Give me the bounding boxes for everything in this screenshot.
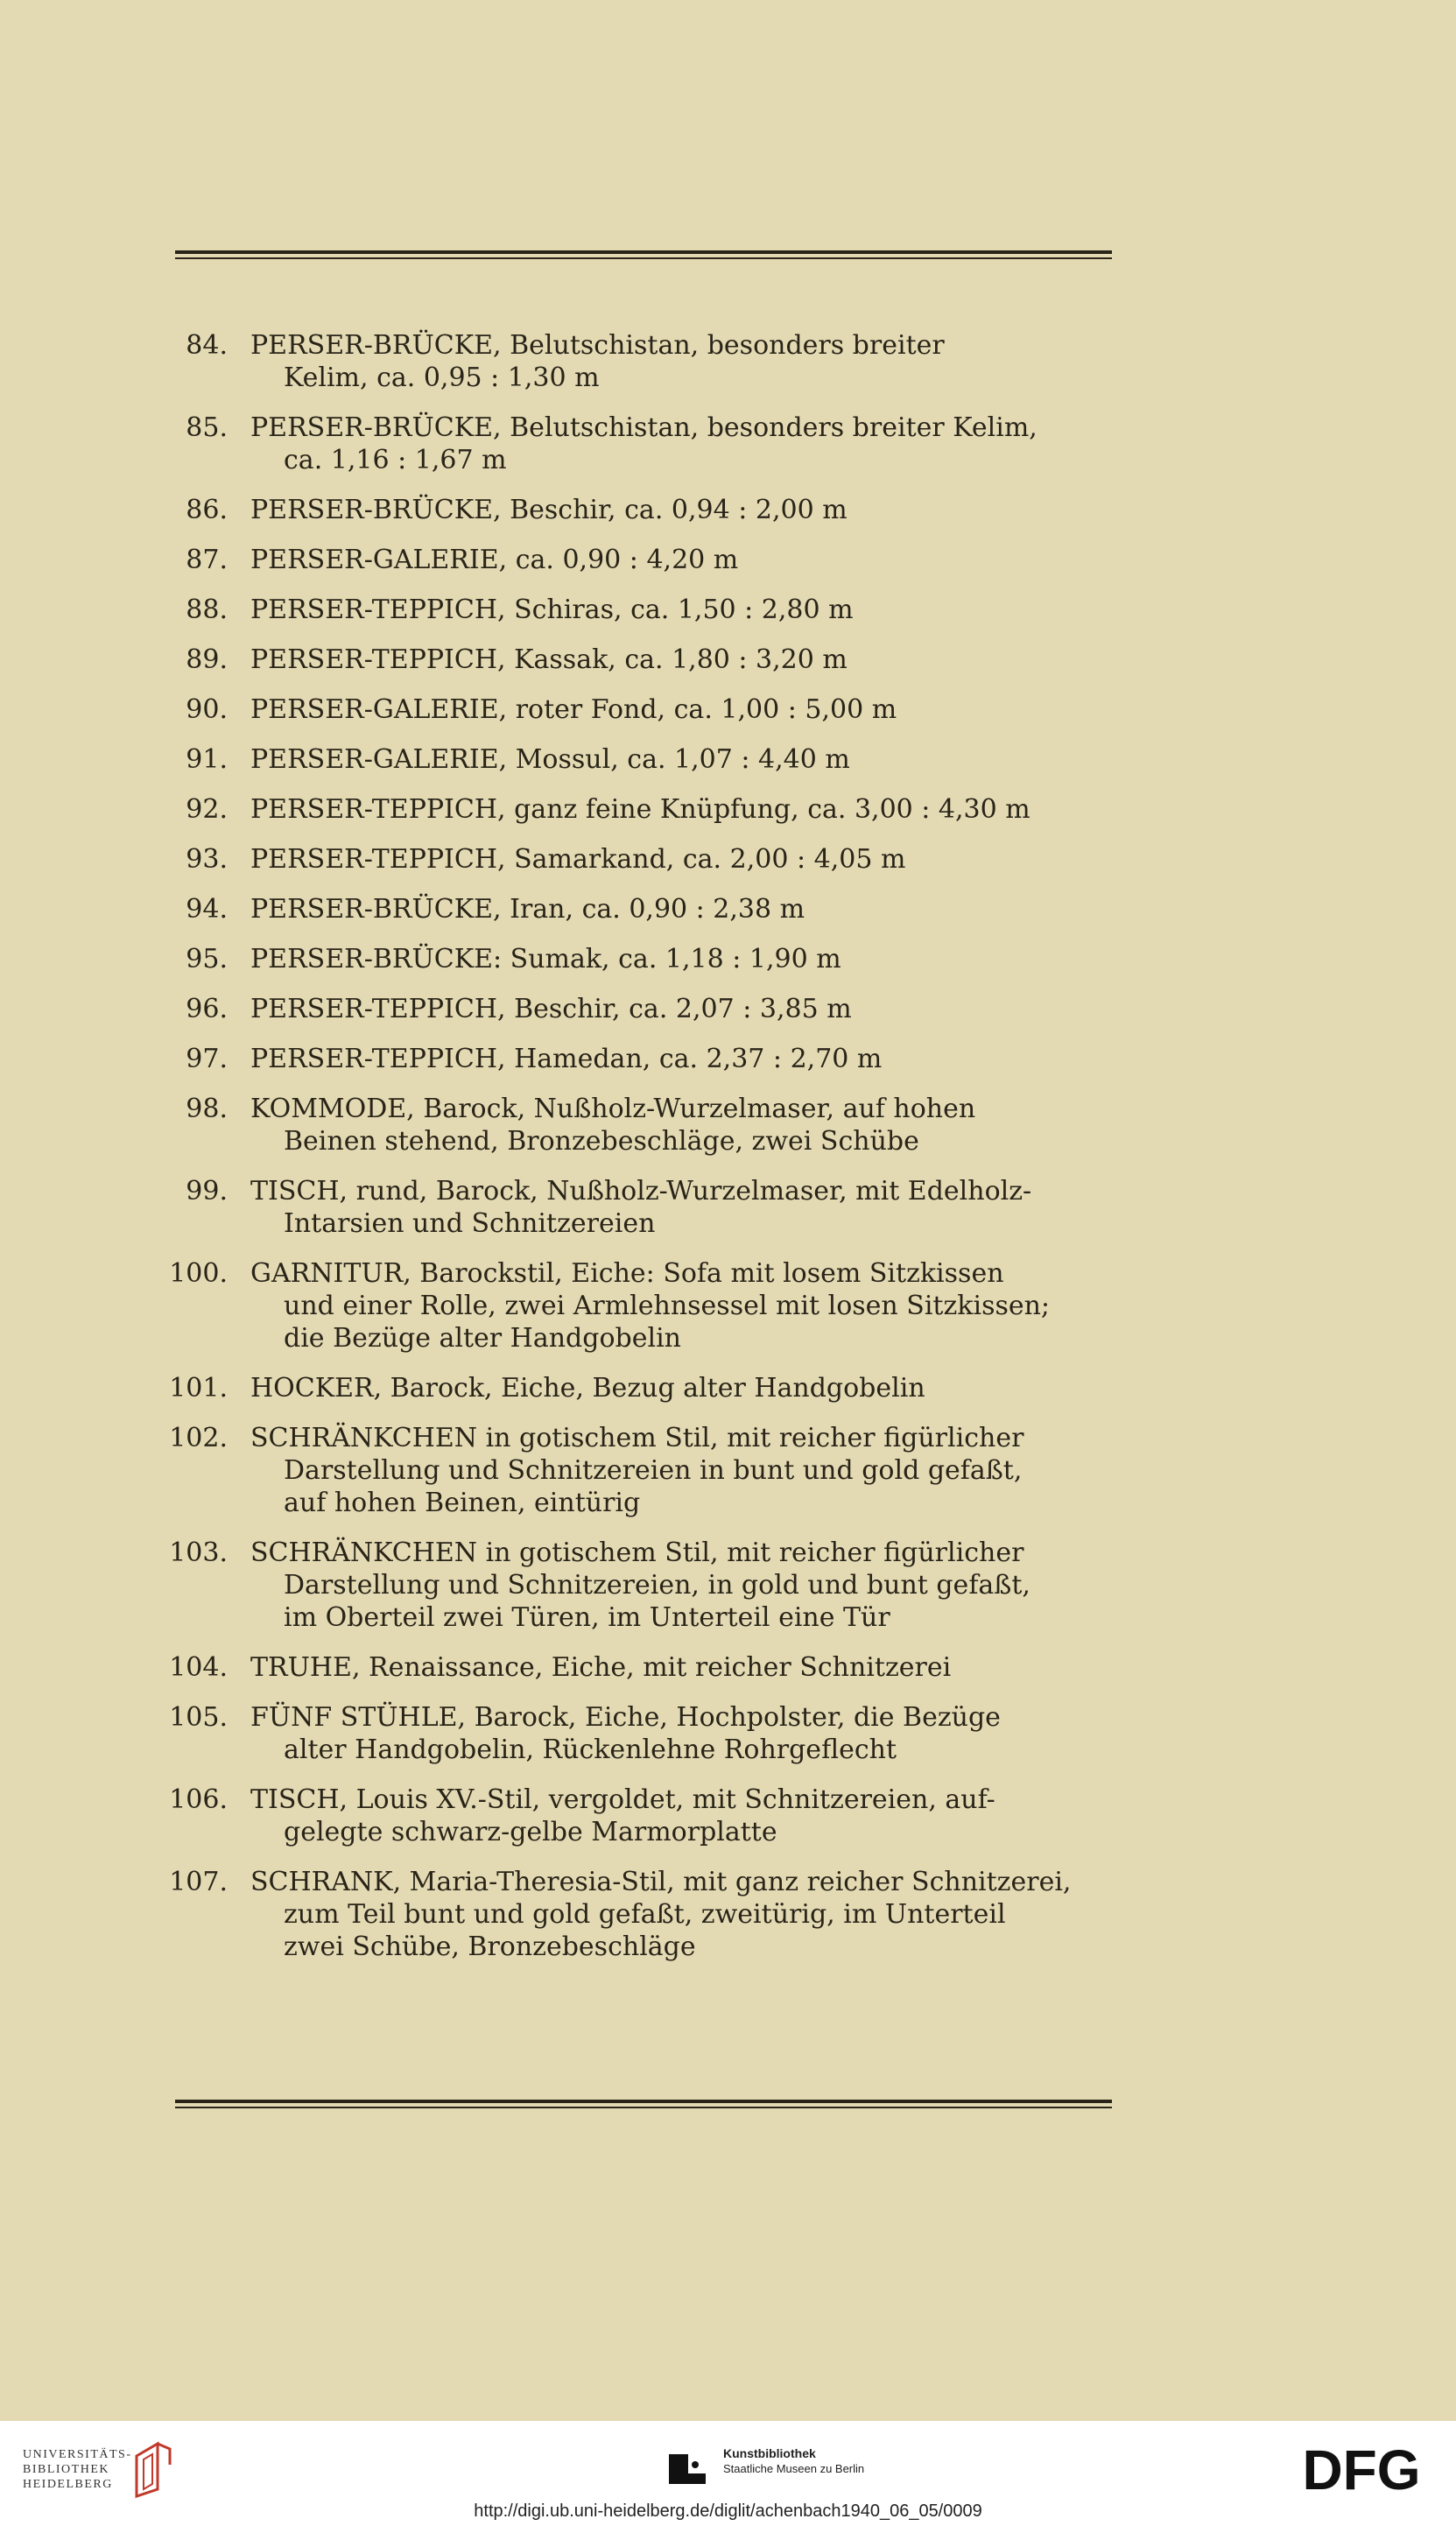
entry-description: [250, 1537, 1121, 1634]
catalog-entry: [166, 693, 1121, 726]
catalog-entry: [166, 1422, 1121, 1519]
kunstbibliothek-label: [723, 2445, 864, 2477]
entry-line: PERSER-BRÜCKE, Belutschistan, besonders breiter Kelim,: [250, 412, 1037, 443]
entry-line: Kelim, ca. 0,95 : 1,30 m: [284, 362, 600, 393]
entry-line: auf hohen Beinen, eintürig: [284, 1488, 641, 1518]
entry-description: [250, 1372, 1121, 1404]
entry-description: [250, 594, 1121, 626]
entry-description: [250, 893, 1121, 925]
entry-number: 98.: [186, 1094, 228, 1124]
catalog-entry-list: [166, 329, 1121, 1981]
catalog-entry: [166, 1043, 1121, 1075]
entry-line: PERSER-TEPPICH, Beschir, ca. 2,07 : 3,85 m: [250, 994, 852, 1024]
catalog-entry: [166, 993, 1121, 1025]
entry-line: SCHRÄNKCHEN in gotischem Stil, mit reicher figürlicher: [250, 1537, 1024, 1568]
catalog-entry: [166, 1651, 1121, 1684]
entry-line: PERSER-GALERIE, roter Fond, ca. 1,00 : 5,00 m: [250, 694, 897, 725]
entry-description: [250, 1093, 1121, 1157]
entry-line: TISCH, rund, Barock, Nußholz-Wurzelmaser, mit Edelholz-: [250, 1176, 1032, 1207]
entry-description: [250, 1422, 1121, 1519]
catalog-entry: [166, 1784, 1121, 1848]
catalog-entry: [166, 893, 1121, 925]
entry-line: PERSER-BRÜCKE, Belutschistan, besonders breiter: [250, 330, 945, 361]
entry-line: zum Teil bunt und gold gefaßt, zweitürig, im Unterteil: [284, 1899, 1006, 1930]
entry-line: PERSER-TEPPICH, Schiras, ca. 1,50 : 2,80 m: [250, 595, 854, 625]
entry-number: 106.: [169, 1784, 228, 1815]
entry-number: 90.: [186, 694, 228, 725]
permalink-url[interactable]: http://digi.ub.uni-heidelberg.de/diglit/achenbach1940_06_05/0009: [474, 2501, 982, 2521]
entry-number: 107.: [169, 1867, 228, 1897]
top-rule-thin: [175, 257, 1112, 259]
entry-description: [250, 1257, 1121, 1354]
entry-number: 91.: [186, 744, 228, 775]
catalog-entry: [166, 793, 1121, 826]
entry-description: [250, 1784, 1121, 1848]
entry-number: 93.: [186, 844, 228, 875]
kunstbibliothek-title: Kunstbibliothek: [723, 2446, 816, 2460]
university-library-logo-icon: [131, 2438, 173, 2500]
entry-line: FÜNF STÜHLE, Barock, Eiche, Hochpolster, die Bezüge: [250, 1702, 1001, 1733]
entry-description: [250, 693, 1121, 726]
catalog-entry: [166, 1093, 1121, 1157]
entry-line: Darstellung und Schnitzereien in bunt und gold gefaßt,: [284, 1455, 1023, 1486]
entry-number: 86.: [186, 495, 228, 525]
entry-line: PERSER-BRÜCKE: Sumak, ca. 1,18 : 1,90 m: [250, 944, 841, 975]
uni-line-2: BIBLIOTHEK: [23, 2463, 109, 2476]
catalog-entry: [166, 594, 1121, 626]
entry-line: Beinen stehend, Bronzebeschläge, zwei Schübe: [284, 1126, 919, 1157]
bottom-rule: [175, 2100, 1112, 2103]
entry-number: 102.: [169, 1423, 228, 1453]
entry-description: [250, 843, 1121, 876]
entry-line: TISCH, Louis XV.-Stil, vergoldet, mit Schnitzereien, auf-: [250, 1784, 995, 1815]
entry-line: GARNITUR, Barockstil, Eiche: Sofa mit losem Sitzkissen: [250, 1258, 1004, 1289]
dfg-logo-text: DFG: [1302, 2440, 1421, 2498]
entry-line: PERSER-TEPPICH, Kassak, ca. 1,80 : 3,20 m: [250, 644, 848, 675]
kunstbibliothek-subtitle: Staatliche Museen zu Berlin: [723, 2462, 865, 2475]
entry-number: 103.: [169, 1537, 228, 1568]
entry-description: [250, 494, 1121, 526]
entry-description: [250, 993, 1121, 1025]
entry-number: 94.: [186, 894, 228, 925]
catalog-entry: [166, 743, 1121, 776]
footer-bar: [0, 2421, 1456, 2526]
entry-number: 104.: [169, 1652, 228, 1683]
entry-description: [250, 1043, 1121, 1075]
top-rule: [175, 250, 1112, 254]
entry-number: 92.: [186, 794, 228, 825]
entry-line: die Bezüge alter Handgobelin: [284, 1323, 681, 1354]
entry-line: zwei Schübe, Bronzebeschläge: [284, 1931, 696, 1962]
entry-line: KOMMODE, Barock, Nußholz-Wurzelmaser, auf hohen: [250, 1094, 976, 1124]
catalog-entry: [166, 1701, 1121, 1766]
entry-description: [250, 1175, 1121, 1240]
catalog-entry: [166, 644, 1121, 676]
entry-line: TRUHE, Renaissance, Eiche, mit reicher Schnitzerei: [250, 1652, 952, 1683]
entry-description: [250, 544, 1121, 576]
entry-number: 88.: [186, 595, 228, 625]
entry-line: PERSER-TEPPICH, Samarkand, ca. 2,00 : 4,05 m: [250, 844, 906, 875]
catalog-entry: [166, 1372, 1121, 1404]
uni-line-3: HEIDELBERG: [23, 2478, 113, 2491]
entry-number: 87.: [186, 545, 228, 575]
entry-description: [250, 943, 1121, 975]
uni-line-1: UNIVERSITÄTS-: [23, 2448, 132, 2461]
entry-line: gelegte schwarz-gelbe Marmorplatte: [284, 1817, 777, 1847]
entry-line: HOCKER, Barock, Eiche, Bezug alter Handgobelin: [250, 1373, 925, 1404]
entry-description: [250, 644, 1121, 676]
entry-description: [250, 329, 1121, 394]
dfg-logo-icon: [1290, 2440, 1433, 2498]
entry-description: [250, 412, 1121, 476]
entry-number: 101.: [169, 1373, 228, 1404]
catalog-entry: [166, 494, 1121, 526]
entry-number: 85.: [186, 412, 228, 443]
entry-line: alter Handgobelin, Rückenlehne Rohrgeflecht: [284, 1734, 897, 1765]
entry-number: 105.: [169, 1702, 228, 1733]
entry-line: PERSER-BRÜCKE, Beschir, ca. 0,94 : 2,00 m: [250, 495, 848, 525]
entry-description: [250, 793, 1121, 826]
entry-number: 95.: [186, 944, 228, 975]
entry-line: PERSER-TEPPICH, ganz feine Knüpfung, ca. 3,00 : 4,30 m: [250, 794, 1030, 825]
entry-description: [250, 1651, 1121, 1684]
catalog-entry: [166, 943, 1121, 975]
entry-line: und einer Rolle, zwei Armlehnsessel mit losen Sitzkissen;: [284, 1291, 1051, 1321]
entry-line: Intarsien und Schnitzereien: [284, 1208, 656, 1239]
entry-number: 99.: [186, 1176, 228, 1207]
entry-number: 84.: [186, 330, 228, 361]
entry-line: SCHRÄNKCHEN in gotischem Stil, mit reicher figürlicher: [250, 1423, 1024, 1453]
entry-line: PERSER-GALERIE, Mossul, ca. 1,07 : 4,40 m: [250, 744, 850, 775]
entry-line: PERSER-TEPPICH, Hamedan, ca. 2,37 : 2,70 m: [250, 1044, 883, 1074]
entry-line: SCHRANK, Maria-Theresia-Stil, mit ganz reicher Schnitzerei,: [250, 1867, 1072, 1897]
catalog-entry: [166, 1257, 1121, 1354]
catalog-entry: [166, 329, 1121, 394]
entry-number: 100.: [169, 1258, 228, 1289]
entry-line: Darstellung und Schnitzereien, in gold und bunt gefaßt,: [284, 1570, 1030, 1601]
kunstbibliothek-logo-icon: [667, 2447, 707, 2487]
entry-description: [250, 1701, 1121, 1766]
entry-number: 96.: [186, 994, 228, 1024]
entry-number: 97.: [186, 1044, 228, 1074]
university-library-label: [23, 2447, 132, 2492]
catalog-entry: [166, 843, 1121, 876]
catalog-entry: [166, 1537, 1121, 1634]
entry-line: PERSER-GALERIE, ca. 0,90 : 4,20 m: [250, 545, 739, 575]
entry-description: [250, 1866, 1121, 1963]
entry-line: PERSER-BRÜCKE, Iran, ca. 0,90 : 2,38 m: [250, 894, 805, 925]
entry-line: im Oberteil zwei Türen, im Unterteil eine Tür: [284, 1602, 890, 1633]
catalog-entry: [166, 544, 1121, 576]
entry-number: 89.: [186, 644, 228, 675]
catalog-entry: [166, 1175, 1121, 1240]
catalog-entry: [166, 412, 1121, 476]
entry-description: [250, 743, 1121, 776]
catalog-entry: [166, 1866, 1121, 1963]
bottom-rule-thin: [175, 2107, 1112, 2108]
entry-line: ca. 1,16 : 1,67 m: [284, 445, 507, 475]
